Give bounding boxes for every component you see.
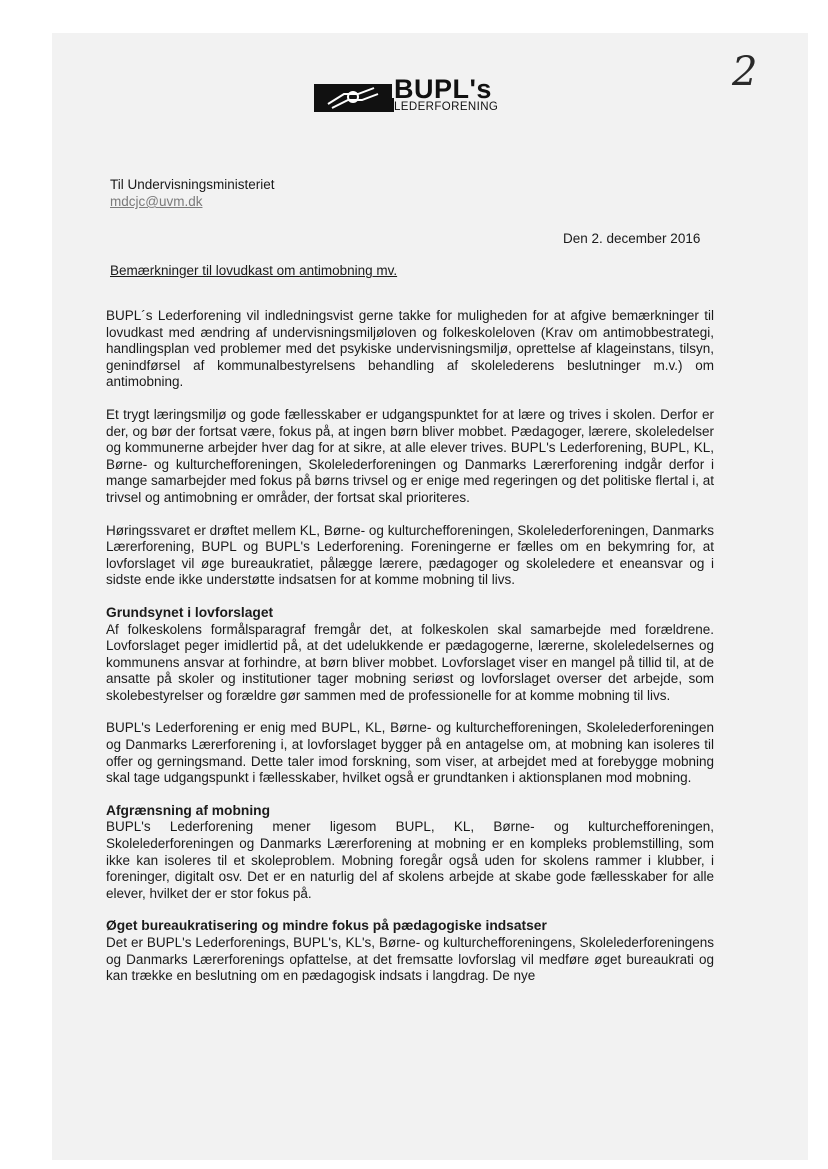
- page-number: 2: [732, 49, 758, 95]
- section-bureaukratisering: [106, 918, 714, 984]
- section-heading: Øget bureaukratisering og mindre fokus på pædagogiske indsatser: [106, 918, 547, 934]
- section-paragraph: BUPL's Lederforening er enig med BUPL, KL, Børne- og kulturchefforeningen, Skolelederforeningen og Danmarks Lærerforening i, at lovforslaget bygger på en antagelse om, at mobning kan isoleres til offer og gerningsmand. Dette taler imod forskning, som viser, at arbejdet med at forebygge mobning skal tage udgangspunkt i fællesskaber, hvilket også er grundtanken i aktionsplanen mod mobning.: [106, 720, 714, 786]
- recipient-email[interactable]: mdcjc@uvm.dk: [110, 194, 203, 209]
- letter-body: [106, 308, 714, 1001]
- intro-paragraph: BUPL´s Lederforening vil indledningsvist gerne takke for muligheden for at afgive bemærkninger til lovudkast med ændring af undervisningsmiljøloven og folkeskoleloven (Krav om antimobbestrategi, handlingsplan ved problemer med det psykiske undervisningsmiljø, oprettelse af klageinstans, tilsyn, genindførsel af kommunalbestyrelsens behandling af skolelederens beslutninger m.v.) om antimobning.: [106, 308, 714, 390]
- bupl-logo: [314, 74, 520, 116]
- logo-name: BUPL's: [394, 74, 492, 104]
- logo-subtitle: LEDERFORENING: [394, 101, 499, 113]
- section-heading: Grundsynet i lovforslaget: [106, 604, 274, 620]
- letter-date: Den 2. december 2016: [563, 231, 701, 246]
- section-paragraph: Det er BUPL's Lederforenings, BUPL's, KL's, Børne- og kulturchefforeningens, Skolelederforeningens og Danmarks Lærerforenings opfattelse, at det fremsatte lovforslag vil medføre øget bureaukrati og kan trække en beslutning om en pædagogisk indsats i langdrag. De nye: [106, 935, 714, 984]
- body-paragraph: Høringssvaret er drøftet mellem KL, Børne- og kulturchefforeningen, Skolelederforeningen, Danmarks Lærerforening, BUPL og BUPL's Lederforening. Foreningerne er fælles om en bekymring for, at lovforslaget vil øge bureaukratiet, pålægge lærere, pædagoger og skoleledere et eneansvar og i sidste ende ikke understøtte indsatsen for at komme mobning til livs.: [106, 522, 714, 588]
- recipient-block: [110, 176, 275, 210]
- section-heading: Afgrænsning af mobning: [106, 802, 271, 818]
- section-grundsynet: [106, 605, 714, 787]
- recipient-name: Til Undervisningsministeriet: [110, 177, 275, 192]
- section-afgraensning: [106, 803, 714, 903]
- section-paragraph: Af folkeskolens formålsparagraf fremgår det, at folkeskolen skal samarbejde med forældrene. Lovforslaget peger imidlertid på, at det udelukkende er pædagogerne, lærerne, skoleledelsernes og kommunens ansvar at forhindre, at børn bliver mobbet. Lovforslaget viser en mangel på tillid til, at de ansatte på skoler og institutioner tager mobning seriøst og lovforslaget overser det arbejde, som skolebestyrelser og forældre gør sammen med de professionelle for at komme mobning til livs.: [106, 621, 714, 703]
- section-paragraph: BUPL's Lederforening mener ligesom BUPL, KL, Børne- og kulturchefforeningen, Skolelederforeningen og Danmarks Lærerforening at mobning er en kompleks problemstilling, som ikke kan isoleres til et skoleproblem. Mobning foregår også uden for skolens rammer i klubber, i foreninger, digitalt osv. Det er en naturlig del af skolens arbejde at skabe gode fællesskaber for alle elever, hvilket der er stor fokus på.: [106, 819, 714, 901]
- body-paragraph: Et trygt læringsmiljø og gode fællesskaber er udgangspunktet for at lære og trives i skolen. Derfor er der, og bør der fortsat være, fokus på, at ingen børn bliver mobbet. Pædagoger, lærere, skoleledelser og kommunerne arbejder hver dag for at sikre, at alle elever trives. BUPL's Lederforening, BUPL, KL, Børne- og kulturchefforeningen, Skolelederforeningen og Danmarks Lærerforening indgår derfor i mange samarbejder med fokus på børns trivsel og er enige med regeringen og det politiske flertal i, at trivsel og antimobning er områder, der fortsat skal prioriteres.: [106, 406, 714, 505]
- letter-subject: Bemærkninger til lovudkast om antimobning mv.: [110, 263, 398, 278]
- handshake-icon: [314, 84, 392, 112]
